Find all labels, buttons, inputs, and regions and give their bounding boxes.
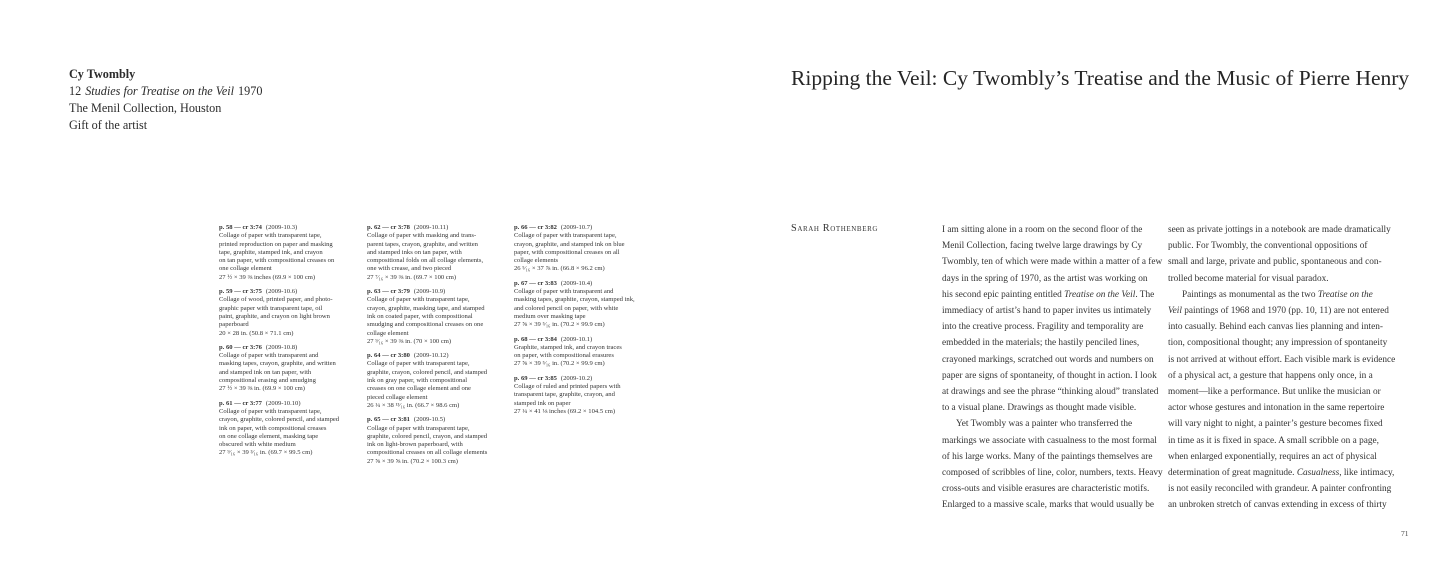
catalog-entry-line: crayon, graphite, masking tape, and stamped xyxy=(367,304,485,312)
catalog-entry-line: 27 ½ × 39 ⅜ in. (69.9 × 100 cm) xyxy=(219,385,306,393)
essay-text-line: to a visual plane. Drawings as thought made visible. xyxy=(942,403,1137,414)
catalog-accession-number: (2009-10.1) xyxy=(560,335,593,343)
catalog-accession-number: (2009-10.10) xyxy=(265,399,301,407)
essay-text-line: seen as private jottings in a notebook are made dramatically xyxy=(1168,225,1391,235)
essay-text-line: into the creative process. Fragility and temporality are xyxy=(942,322,1144,333)
essay-text-line: Yet Twombly was a painter who transferred the xyxy=(956,419,1133,430)
essay-text-line: of a physical act, a gesture that happens only once, in a xyxy=(1168,370,1373,381)
catalog-entry-line: 27 ⁹⁄₁₆ × 39 ⅜ in. (70 × 100 cm) xyxy=(367,337,452,345)
catalog-entry-heading xyxy=(514,336,654,344)
catalog-entry-line: Graphite, stamped ink, and crayon traces xyxy=(514,343,622,351)
catalog-entry xyxy=(219,400,359,458)
essay-text-line: his second epic painting entitled Treatise on the Veil. The xyxy=(942,289,1155,300)
essay-text-line: of his large works. Many of the paintings themselves are xyxy=(942,451,1153,462)
catalog-entry-line: obscured with white medium xyxy=(219,441,296,449)
catalog-page-ref: p. 64 — cr 3:80 xyxy=(367,352,410,360)
catalog-entry xyxy=(367,352,509,410)
artist-name: Cy Twombly xyxy=(69,67,136,81)
catalog-entry-line: graphite, crayon, colored pencil, and stamped xyxy=(367,368,488,376)
catalog-entry-heading xyxy=(514,224,654,232)
catalog-entry xyxy=(219,224,359,282)
essay-text-line: determination of great magnitude. Casualness, like intimacy, xyxy=(1168,468,1395,479)
catalog-entry-line: compositional folds on all collage elements, xyxy=(367,257,484,265)
essay-text-line: actor whose gestures and intonation in the same repertoire xyxy=(1168,403,1385,414)
catalog-entry-line: ink on gray paper, with compositional xyxy=(367,377,468,385)
essay-text-line: immediacy of artist’s hand to paper invites us intimately xyxy=(942,306,1152,317)
gift-line: Gift of the artist xyxy=(69,118,148,132)
catalog-entry-line: ink on light-brown paperboard, with xyxy=(367,441,463,449)
work-year: 1970 xyxy=(238,84,263,98)
essay-text-line: public. For Twombly, the conventional oppositions of xyxy=(1168,241,1368,252)
catalog-entry-line: 27 ⅝ × 39 ⅝ in. (70.2 × 100.3 cm) xyxy=(367,457,458,465)
essay-text-line: small and large, private and public, spontaneous and con- xyxy=(1168,257,1382,268)
catalog-entry-line: graphite, colored pencil, crayon, and stamped xyxy=(367,432,488,440)
catalog-entry-line: graphic paper with transparent tape, oil xyxy=(219,304,323,312)
essay-column-a xyxy=(942,222,1163,514)
catalog-entry-line: parent tapes, crayon, graphite, and written xyxy=(367,240,478,248)
catalog-entry-line: Collage of paper with transparent tape, xyxy=(219,407,322,415)
catalog-entry-line: and colored pencil on paper, with white xyxy=(514,304,619,312)
essay-text-line: an unbroken stretch of canvas extending in excess of thirty xyxy=(1168,500,1387,511)
catalog-entry xyxy=(514,224,654,274)
catalog-page-ref: p. 63 — cr 3:79 xyxy=(367,288,410,296)
catalog-entry-line: tape, graphite, stamped ink, and crayon xyxy=(219,248,323,256)
catalog-entry-line: stamped ink on paper xyxy=(514,399,571,407)
essay-text-line: tion, compositional thought; any impression of spontaneity xyxy=(1168,338,1388,349)
work-title-line xyxy=(69,83,262,100)
catalog-entry-line: ink on coated paper, with compositional xyxy=(367,312,473,320)
catalog-accession-number: (2009-10.11) xyxy=(413,224,449,231)
catalog-accession-number: (2009-10.6) xyxy=(265,288,298,296)
essay-text-line: will vary night to night, a painter’s gesture becomes fixed xyxy=(1168,419,1383,430)
essay-text-line: cross-outs and visible erasures are characteristic motifs. xyxy=(942,484,1150,495)
collection-name: The Menil Collection, Houston xyxy=(69,101,222,115)
catalog-entry-line: 27 ⅝ × 39 ⁵⁄₁₆ in. (70.2 × 99.9 cm) xyxy=(514,360,605,368)
catalog-entry-line: paper, with compositional creases on all xyxy=(514,248,620,256)
essay-text-line: Menil Collection, facing twelve large drawings by Cy xyxy=(942,241,1143,252)
catalog-accession-number: (2009-10.12) xyxy=(413,352,449,360)
catalog-entry-heading xyxy=(367,416,509,424)
catalog-entry-line: creases on one collage element and one xyxy=(367,385,471,393)
catalog-entry xyxy=(514,280,654,330)
catalog-page-ref: p. 59 — cr 3:75 xyxy=(219,288,262,296)
catalog-entry-line: collage elements xyxy=(514,257,559,265)
essay-text-line: Twombly, ten of which were made within a matter of a few xyxy=(942,257,1163,268)
catalog-entry xyxy=(219,344,359,394)
artwork-credit xyxy=(69,66,262,134)
catalog-entry-line: Collage of ruled and printed papers with xyxy=(514,383,621,391)
essay-text-line: Enlarged to a massive scale, marks that would usually be xyxy=(942,500,1155,511)
catalog-entry-line: Collage of paper with transparent tape, xyxy=(367,360,470,368)
catalog-accession-number: (2009-10.4) xyxy=(560,279,593,287)
catalog-entry-heading xyxy=(367,224,509,232)
catalog-entry-line: 27 ⁹⁄₁₆ × 39 ³⁄₁₆ in. (69.7 × 99.5 cm) xyxy=(219,449,313,457)
catalog-page-ref: p. 69 — cr 3:85 xyxy=(514,374,557,382)
catalog-entry-line: masking tapes, graphite, crayon, stamped ink, xyxy=(514,296,635,304)
catalog-entry-line: 27 ⁷⁄₁₆ × 39 ⅜ in. (69.7 × 100 cm) xyxy=(367,273,457,281)
essay-text-line: embedded in the materials; the hastily penciled lines, xyxy=(942,338,1140,349)
catalog-entry-heading xyxy=(219,288,359,296)
catalog-accession-number: (2009-10.9) xyxy=(413,288,446,296)
catalog-page-ref: p. 68 — cr 3:84 xyxy=(514,335,557,343)
catalog-page-ref: p. 65 — cr 3:81 xyxy=(367,416,410,424)
catalog-entry-line: Collage of paper with transparent tape, xyxy=(219,232,322,240)
catalog-entry-line: 26 ⁵⁄₁₆ × 37 ⅞ in. (66.8 × 96.2 cm) xyxy=(514,265,605,273)
catalog-entry-line: smudging and compositional creases on one xyxy=(367,321,484,329)
essay-text-line: Veil paintings of 1968 and 1970 (pp. 10, 11) are not entered xyxy=(1168,306,1389,317)
essay-text-line: is not easily reconciled with grandeur. A painter confronting xyxy=(1168,484,1392,495)
essay-text-line: markings we associate with casualness to the most formal xyxy=(942,435,1157,446)
catalog-entry-line: one with crease, and two pieced xyxy=(367,265,452,273)
catalog-accession-number: (2009-10.7) xyxy=(560,224,593,231)
catalog-entry xyxy=(367,224,509,282)
catalog-entry xyxy=(514,336,654,369)
essay-text-line: days in the spring of 1970, as the artist was working on xyxy=(942,273,1148,284)
catalog-entry-line: Collage of paper with transparent tape, xyxy=(367,424,470,432)
essay-title: Ripping the Veil: Cy Twombly’s Treatise and the Music of Pierre Henry xyxy=(791,66,1410,90)
catalog-entry-heading xyxy=(367,352,509,360)
essay-text-line: when enlarged exponentially, requires an act of physical xyxy=(1168,451,1377,462)
essay-text-line: into casually. Behind each canvas lies planning and inten- xyxy=(1168,322,1383,333)
essay-text-line: crayoned markings, scratched out words and numbers on xyxy=(942,354,1154,365)
catalog-entry-line: Collage of paper with transparent tape, xyxy=(367,296,470,304)
catalog-entry-line: Collage of paper with transparent and xyxy=(514,288,614,296)
catalog-accession-number: (2009-10.2) xyxy=(560,374,593,382)
page-number: 71 xyxy=(1401,529,1409,538)
catalog-entry-line: 27 ¼ × 41 ⅛ inches (69.2 × 104.5 cm) xyxy=(514,407,616,415)
catalog-entry xyxy=(219,288,359,338)
catalog-entry-line: crayon, graphite, colored pencil, and stamped xyxy=(219,416,340,424)
catalog-entry-heading xyxy=(514,375,654,383)
catalog-entry-line: 26 ¼ × 38 ¹³⁄₁₆ in. (66.7 × 98.6 cm) xyxy=(367,401,460,409)
catalog-entry-line: collage element xyxy=(367,329,409,337)
catalog-entry-heading xyxy=(219,344,359,352)
catalog-entry-line: and stamped inks on tan paper, with xyxy=(367,248,462,256)
catalog-entry-line: on one collage element, masking tape xyxy=(219,432,319,440)
catalog-entry xyxy=(367,288,509,346)
catalog-page-ref: p. 66 — cr 3:82 xyxy=(514,224,557,231)
catalog-page-ref: p. 58 — cr 3:74 xyxy=(219,224,262,231)
catalog-entry-line: paperboard xyxy=(219,321,249,329)
essay-author: Sarah Rothenberg xyxy=(791,223,878,234)
essay-text-line: moment—like a performance. But unlike the musician or xyxy=(1168,387,1381,398)
catalog-entry-line: transparent tape, graphite, crayon, and xyxy=(514,391,615,399)
catalog-entry-line: and stamped ink on tan paper, with xyxy=(219,368,312,376)
catalog-entry-line: Collage of paper with transparent and xyxy=(219,352,319,360)
work-title: Studies for Treatise on the Veil xyxy=(85,84,235,98)
catalog-entry-line: printed reproduction on paper and masking xyxy=(219,240,333,248)
catalog-entry-line: on tan paper, with compositional creases on xyxy=(219,257,335,265)
essay-text-line: composed of scribbles of line, color, numbers, texts. Heavy xyxy=(942,468,1163,479)
essay-text-line: in time as it is fixed in space. A small scribble on a page, xyxy=(1168,435,1379,446)
catalog-entry-line: on paper, with compositional erasures xyxy=(514,352,614,360)
catalog-accession-number: (2009-10.5) xyxy=(413,416,446,424)
essay-text-line: I am sitting alone in a room on the second floor of the xyxy=(942,225,1143,235)
catalog-entry-line: Collage of paper with masking and trans- xyxy=(367,232,477,240)
catalog-entry-line: 27 ⅝ × 39 ⁵⁄₁₆ in. (70.2 × 99.9 cm) xyxy=(514,321,605,329)
essay-text-line: is not arrived at without effort. Each visible mark is evidence xyxy=(1168,354,1396,365)
essay-column-b xyxy=(1168,222,1396,514)
essay-text-line: at drawings and see the phrase “thinking aloud” translated xyxy=(942,387,1159,398)
catalog-entry-line: masking tapes, crayon, graphite, and written xyxy=(219,360,336,368)
catalog-entry-line: Collage of wood, printed paper, and photo- xyxy=(219,296,333,304)
catalog-entry-line: one collage element xyxy=(219,265,272,273)
catalog-entry xyxy=(367,416,509,466)
catalog-accession-number: (2009-10.3) xyxy=(265,224,298,231)
essay-text-line: paper are signs of spontaneity, of thought in action. I look xyxy=(942,370,1157,381)
catalog-column-2 xyxy=(367,224,509,472)
catalog-page-ref: p. 67 — cr 3:83 xyxy=(514,279,557,287)
catalog-entry xyxy=(514,375,654,416)
catalog-entry-heading xyxy=(367,288,509,296)
catalog-entry-line: 20 × 28 in. (50.8 × 71.1 cm) xyxy=(219,329,294,337)
work-count: 12 xyxy=(69,84,82,98)
catalog-entry-line: ink on paper, with compositional creases xyxy=(219,424,327,432)
catalog-entry-line: medium over masking tape xyxy=(514,312,586,320)
catalog-entry-line: crayon, graphite, and stamped ink on blue xyxy=(514,240,625,248)
catalog-page-ref: p. 60 — cr 3:76 xyxy=(219,343,262,351)
catalog-entry-heading xyxy=(219,400,359,408)
catalog-column-1 xyxy=(219,224,359,464)
catalog-entry-line: pieced collage element xyxy=(367,393,428,401)
essay-text-line: trolled become material for visual paradox. xyxy=(1168,273,1329,284)
catalog-accession-number: (2009-10.8) xyxy=(265,343,298,351)
catalog-entry-heading xyxy=(514,280,654,288)
essay-text-line: Paintings as monumental as the two Treatise on the xyxy=(1182,289,1373,300)
catalog-entry-line: 27 ½ × 39 ⅜ inches (69.9 × 100 cm) xyxy=(219,273,316,281)
catalog-page-ref: p. 62 — cr 3:78 xyxy=(367,224,410,231)
catalog-column-3 xyxy=(514,224,654,422)
catalog-page-ref: p. 61 — cr 3:77 xyxy=(219,399,262,407)
catalog-entry-line: paint, graphite, and crayon on light brown xyxy=(219,312,330,320)
catalog-entry-line: compositional creases on all collage elements xyxy=(367,449,488,457)
catalog-entry-heading xyxy=(219,224,359,232)
catalog-entry-line: compositional erasing and smudging xyxy=(219,377,316,385)
catalog-entry-line: Collage of paper with transparent tape, xyxy=(514,232,617,240)
